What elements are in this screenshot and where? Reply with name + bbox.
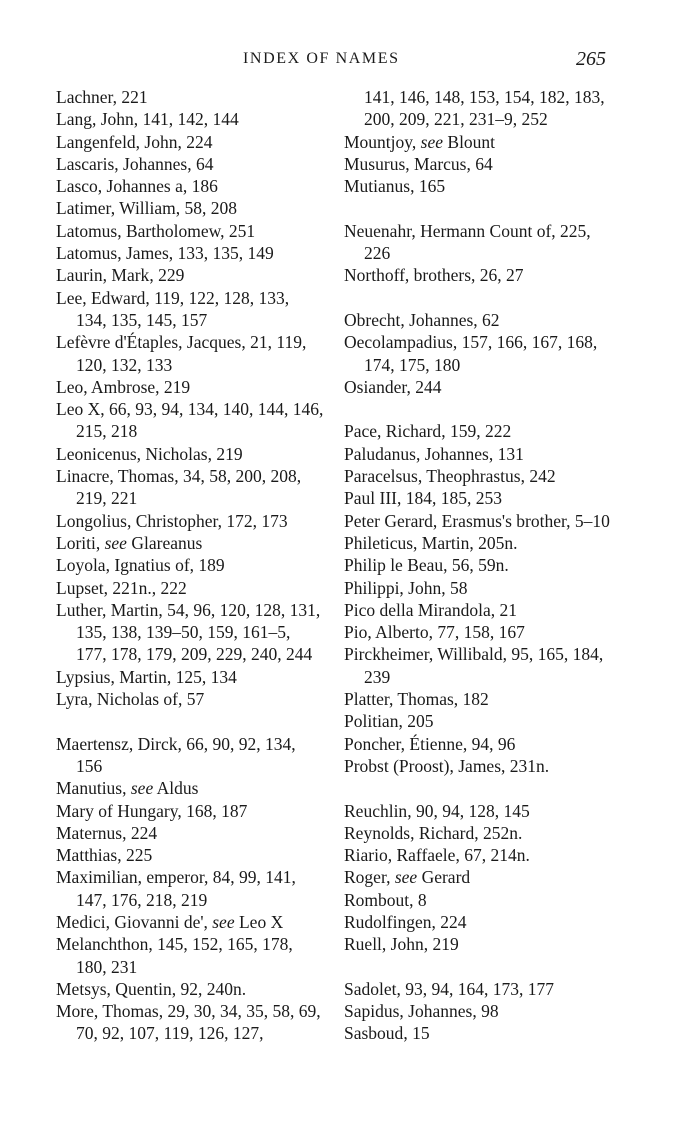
section-gap	[344, 777, 612, 799]
index-entry	[56, 866, 324, 911]
entry-see-reference: see	[130, 778, 154, 799]
entry-refs: , 15	[403, 1023, 430, 1044]
index-entry	[56, 376, 324, 398]
index-entry	[344, 443, 612, 465]
index-entry	[56, 822, 324, 844]
entry-refs: , 34, 58, 200, 208, 219, 221	[76, 466, 302, 509]
entry-refs: , 8	[409, 889, 427, 910]
entry-refs: , 94, 96	[462, 733, 516, 754]
entry-name: Musurus, Marcus	[344, 153, 467, 174]
entry-refs: , 62	[473, 309, 500, 330]
index-entry	[344, 688, 612, 710]
entry-refs: , 224	[177, 131, 213, 152]
entry-name: Lypsius, Martin	[56, 666, 167, 687]
entry-refs: , 98	[472, 1001, 499, 1022]
entry-name: Sapidus, Johannes	[344, 1001, 473, 1022]
entry-refs: , 224	[431, 911, 467, 932]
index-column-right	[344, 86, 612, 1045]
entry-name: Linacre, Thomas	[56, 466, 175, 487]
section-gap	[344, 398, 612, 420]
index-entry	[344, 532, 612, 554]
index-entry: Loriti, see Glareanus	[56, 532, 203, 553]
section-gap	[56, 710, 324, 732]
running-title: INDEX OF NAMES	[243, 50, 400, 67]
entry-refs: , 205n.	[469, 532, 518, 553]
entry-name: Latimer, William	[56, 198, 176, 219]
entry-refs: , 92, 240n.	[171, 978, 247, 999]
index-entry	[344, 844, 612, 866]
entry-refs: , 165	[410, 176, 446, 197]
entry-refs: , 189	[189, 555, 225, 576]
index-entry	[56, 443, 324, 465]
entry-refs: , 172, 173	[217, 510, 288, 531]
entry-name: Lee, Edward	[56, 287, 146, 308]
entry-refs: , 66, 90, 92, 134, 156	[76, 733, 296, 776]
index-entry	[344, 420, 612, 442]
entry-refs: , 219	[155, 376, 191, 397]
entry-refs: , 64	[187, 153, 214, 174]
entry-name: Mountjoy	[344, 131, 412, 152]
index-entry	[344, 643, 612, 688]
page-header	[0, 50, 682, 74]
entry-name: Metsys, Quentin	[56, 978, 172, 999]
index-entry	[344, 465, 612, 487]
entry-refs: Leo X	[234, 911, 284, 932]
entry-name: Lang, John	[56, 109, 134, 130]
entry-see-reference: see	[104, 532, 127, 553]
entry-name: Lefèvre d'Étaples, Jacques	[56, 332, 242, 353]
entry-see-reference: see	[394, 867, 418, 888]
index-entry: Manutius, see Aldus	[56, 778, 199, 799]
entry-name: Platter, Thomas	[344, 689, 454, 710]
entry-refs: , 229	[149, 265, 185, 286]
entry-name: Paul III	[344, 488, 397, 509]
entry-name: Neuenahr, Hermann Count of	[344, 220, 552, 241]
index-entry	[344, 800, 612, 822]
entry-refs: , 141, 142, 144	[133, 109, 239, 130]
entry-refs: , 66, 93, 94, 134, 140, 144, 146, 215, 218	[76, 399, 324, 442]
entry-name: Peter Gerard, Erasmus's brother	[344, 510, 567, 531]
entry-name: Loriti	[56, 532, 96, 553]
entry-name: Pace, Richard	[344, 421, 442, 442]
entry-name: Northoff, brothers	[344, 265, 472, 286]
entry-refs: , 242	[520, 466, 556, 487]
entry-name: Loyola, Ignatius of	[56, 555, 190, 576]
entry-name: Roger	[344, 867, 387, 888]
index-entry	[56, 599, 324, 666]
page-number: 265	[576, 48, 606, 70]
index-entry	[56, 220, 324, 242]
index-entry: Roger, see Gerard	[344, 867, 471, 888]
index-entry	[344, 309, 612, 331]
entry-refs: , 133, 135, 149	[168, 243, 274, 264]
entry-refs: , 64	[466, 153, 493, 174]
entry-refs: , 224	[122, 822, 158, 843]
index-entry	[344, 175, 612, 197]
index-entry	[344, 599, 612, 621]
entry-name: Lasco, Johannes a	[56, 176, 183, 197]
index-entry	[56, 242, 324, 264]
index-entry	[56, 510, 324, 532]
index-entry	[56, 131, 324, 153]
index-entry	[56, 933, 324, 978]
entry-name: Paracelsus, Theophrastus	[344, 466, 521, 487]
entry-see-reference: see	[420, 131, 444, 152]
entry-name: Paludanus, Johannes	[344, 443, 489, 464]
entry-name: Philippi, John	[344, 577, 442, 598]
entry-name: Reynolds, Richard	[344, 822, 475, 843]
entry-refs: , 21	[490, 599, 518, 620]
entry-refs: , 58, 208	[175, 198, 238, 219]
entry-refs: , 21, 119, 120, 132, 133	[76, 332, 307, 375]
entry-refs: , 221n., 222	[103, 577, 187, 598]
entry-name: Phileticus, Martin	[344, 532, 470, 553]
entry-name: Osiander	[344, 376, 407, 397]
index-column-left	[56, 86, 324, 1045]
entry-name: Lascaris, Johannes	[56, 153, 188, 174]
index-entry	[344, 264, 612, 286]
entry-refs: , 225, 226	[364, 220, 591, 264]
entry-name: Sasboud	[344, 1023, 404, 1044]
entry-refs: , 5–10	[566, 510, 610, 531]
entry-refs: , 157, 166, 167, 168, 174, 175, 180	[364, 332, 598, 375]
entry-name: Medici, Giovanni de'	[56, 911, 204, 932]
index-entry	[344, 1022, 612, 1044]
index-entry	[56, 666, 324, 688]
index-entry	[344, 577, 612, 599]
index-entry	[56, 197, 324, 219]
entry-refs: , 84, 99, 141, 147, 176, 218, 219	[76, 867, 296, 910]
index-entry	[344, 621, 612, 643]
index-entry	[56, 688, 324, 710]
index-entry	[56, 844, 324, 866]
index-entry	[344, 487, 612, 509]
index-entry	[56, 175, 324, 197]
index-entry	[56, 153, 324, 175]
entry-refs: , 58	[441, 577, 468, 598]
index-entry	[56, 331, 324, 376]
entry-name: Mary of Hungary	[56, 800, 178, 821]
entry-name: Maximilian, emperor	[56, 867, 205, 888]
entry-name: Probst (Proost), James	[344, 755, 502, 776]
entry-name: Luther, Martin	[56, 599, 159, 620]
index-entry	[344, 1000, 612, 1022]
entry-refs: , 77, 158, 167	[428, 622, 525, 643]
index-entry-continuation	[344, 86, 612, 131]
index-entry	[344, 822, 612, 844]
entry-name: Langenfeld, John	[56, 131, 178, 152]
entry-name: Pirckheimer, Willibald	[344, 644, 503, 665]
entry-name: Philip le Beau	[344, 555, 444, 576]
entry-refs: , 252n.	[474, 822, 523, 843]
entry-name: Manutius	[56, 778, 123, 799]
index-entry	[56, 554, 324, 576]
index-entry	[56, 800, 324, 822]
entry-name: Ruell, John	[344, 934, 424, 955]
index-entry	[56, 264, 324, 286]
entry-name: Sadolet	[344, 978, 397, 999]
entry-name: Obrecht, Johannes	[344, 309, 474, 330]
entry-refs: , 67, 214n.	[455, 845, 530, 866]
index-entry	[56, 398, 324, 443]
entry-name: Leo X	[56, 399, 101, 420]
entry-refs: , 29, 30, 34, 35, 58, 69, 70, 92, 107, 119, 126, 127,	[76, 1001, 321, 1044]
section-gap	[344, 197, 612, 219]
index-entry	[56, 1000, 324, 1045]
entry-refs: , 57	[177, 689, 205, 710]
entry-refs: , 93, 94, 164, 173, 177	[396, 978, 554, 999]
entry-name: Lyra, Nicholas of	[56, 689, 178, 710]
entry-refs: , 145, 152, 165, 178, 180, 231	[76, 934, 293, 977]
index-entry	[344, 710, 612, 732]
entry-see-reference: see	[212, 911, 235, 932]
entry-name: Reuchlin	[344, 800, 408, 821]
entry-name: Poncher, Étienne	[344, 733, 463, 754]
entry-name: Longolius, Christopher	[56, 510, 218, 531]
index-entry	[344, 153, 612, 175]
entry-name: Politian	[344, 711, 399, 732]
entry-name: Pico della Mirandola	[344, 599, 491, 620]
index-entry	[56, 465, 324, 510]
entry-refs: , 119, 122, 128, 133, 134, 135, 145, 157	[76, 287, 290, 330]
entry-name: Oecolampadius	[344, 332, 453, 353]
entry-refs: , 125, 134	[166, 666, 237, 687]
index-entry	[344, 755, 612, 777]
entry-refs: , 251	[220, 220, 256, 241]
entry-refs: Gerard	[417, 867, 471, 888]
index-entry	[344, 376, 612, 398]
entry-refs: , 221	[112, 87, 148, 107]
entry-refs: , 54, 96, 120, 128, 131, 135, 138, 139–50, 159, 161–5, 177, 178, 179, 209, 229, 240, 244	[76, 599, 321, 665]
entry-refs: , 131	[488, 443, 524, 464]
entry-name: Maternus	[56, 822, 123, 843]
index-entry	[344, 978, 612, 1000]
entry-refs: , 95, 165, 184, 239	[364, 644, 604, 687]
index-entry	[56, 86, 324, 108]
entry-refs: , 182	[453, 689, 489, 710]
entry-name: Lupset	[56, 577, 104, 598]
entry-refs: , 26, 27	[471, 265, 524, 286]
index-entry	[344, 733, 612, 755]
entry-name: Leonicenus, Nicholas	[56, 443, 208, 464]
entry-refs: , 90, 94, 128, 145	[407, 800, 530, 821]
index-entry: Medici, Giovanni de', see Leo X	[56, 911, 284, 932]
entry-name: Rudolfingen	[344, 911, 432, 932]
index-entry	[344, 889, 612, 911]
entry-refs: , 219	[423, 934, 459, 955]
entry-name: Latomus, James	[56, 243, 169, 264]
section-gap	[344, 956, 612, 978]
entry-name: Pio, Alberto	[344, 622, 429, 643]
entry-refs: , 159, 222	[441, 421, 512, 442]
index-entry	[344, 554, 612, 576]
index-entry: Mountjoy, see Blount	[344, 131, 496, 152]
entry-name: Mutianus	[344, 176, 411, 197]
entry-name: Matthias	[56, 845, 118, 866]
entry-name: Maertensz, Dirck	[56, 733, 178, 754]
section-gap	[344, 287, 612, 309]
entry-refs: , 205	[398, 711, 434, 732]
entry-refs: , 231n.	[501, 755, 550, 776]
index-entry	[344, 331, 612, 376]
entry-name: Melanchthon	[56, 934, 149, 955]
index-entry	[56, 733, 324, 778]
index-entry	[56, 577, 324, 599]
entry-refs: Blount	[443, 131, 496, 152]
entry-refs: , 168, 187	[177, 800, 248, 821]
entry-refs: , 225	[117, 845, 153, 866]
entry-name: Laurin, Mark	[56, 265, 150, 286]
entry-refs: , 184, 185, 253	[396, 488, 502, 509]
index-entry	[344, 220, 612, 265]
entry-name: Leo, Ambrose	[56, 376, 156, 397]
index-entry	[56, 287, 324, 332]
entry-refs: , 219	[207, 443, 243, 464]
index-entry	[344, 510, 612, 532]
index-entry	[344, 911, 612, 933]
entry-name: Lachner	[56, 87, 113, 107]
entry-refs: 141, 146, 148, 153, 154, 182, 183, 200, 209, 221, 231–9, 252	[364, 87, 605, 130]
entry-name: Riario, Raffaele	[344, 845, 456, 866]
entry-name: More, Thomas	[56, 1001, 159, 1022]
entry-refs: Aldus	[153, 778, 199, 799]
index-entry	[344, 933, 612, 955]
entry-refs: , 244	[406, 376, 442, 397]
entry-name: Rombout	[344, 889, 410, 910]
index-entry	[56, 108, 324, 130]
entry-name: Latomus, Bartholomew	[56, 220, 221, 241]
entry-refs: , 186	[182, 176, 218, 197]
index-entry	[56, 978, 324, 1000]
entry-refs: Glareanus	[126, 532, 203, 553]
entry-refs: , 56, 59n.	[443, 555, 509, 576]
